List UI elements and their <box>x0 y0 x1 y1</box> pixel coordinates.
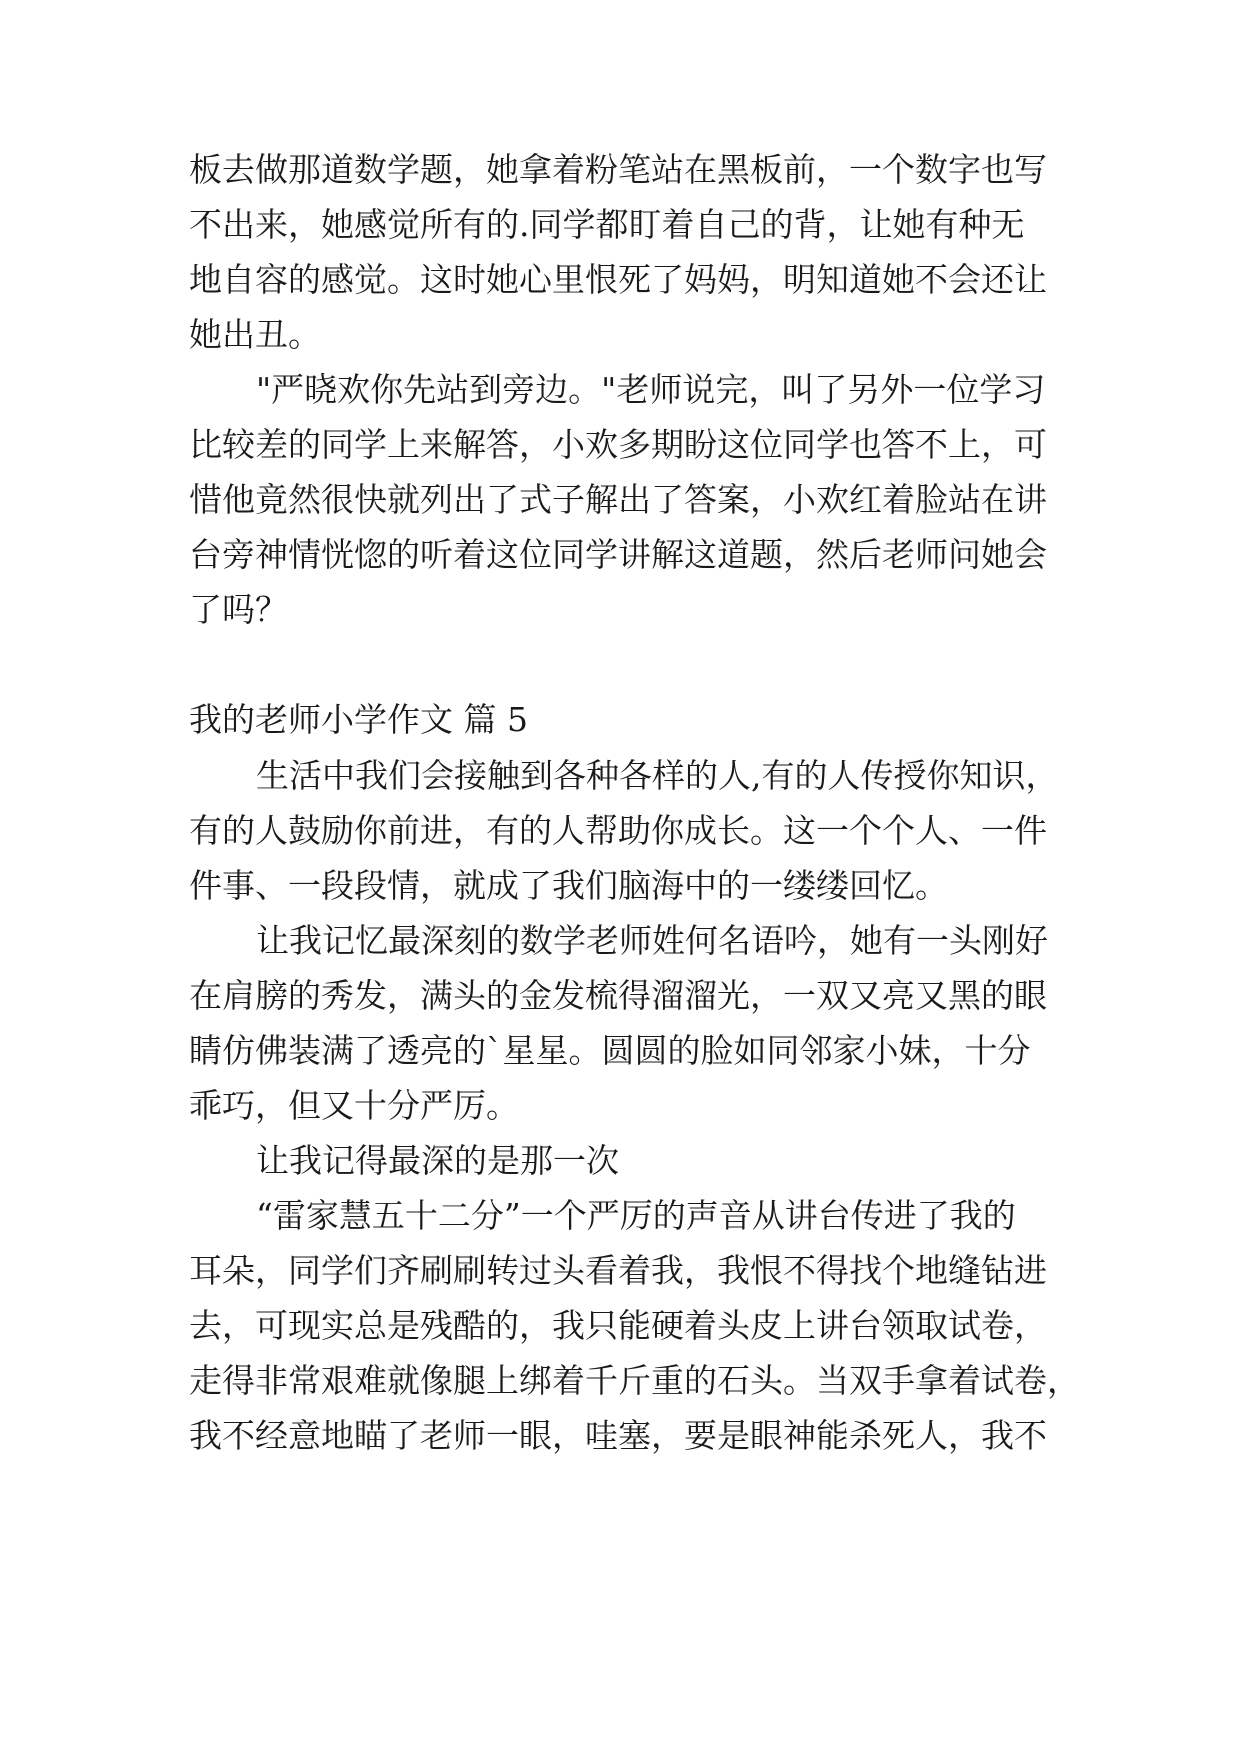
paragraph-line: 让我记忆最深刻的数学老师姓何名语吟，她有一头刚好 <box>256 921 1048 960</box>
paragraph-line: 了吗？ <box>189 590 288 629</box>
paragraph-line: 惜他竟然很快就列出了式子解出了答案，小欢红着脸站在讲 <box>189 480 1047 519</box>
paragraph-line: 去，可现实总是残酷的，我只能硬着头皮上讲台领取试卷， <box>189 1306 1047 1345</box>
paragraph-line: 有的人鼓励你前进，有的人帮助你成长。这一个个人、一件 <box>189 811 1047 850</box>
paragraph-line: 不出来，她感觉所有的.同学都盯着自己的背，让她有种无 <box>189 205 1025 244</box>
paragraph-line: 生活中我们会接触到各种各样的人,有的人传授你知识， <box>256 756 1059 795</box>
paragraph-line: 乖巧，但又十分严厉。 <box>189 1086 519 1125</box>
paragraph-line: “雷家慧五十二分”一个严厉的声音从讲台传进了我的 <box>256 1196 1016 1235</box>
paragraph-line: 我不经意地瞄了老师一眼，哇塞，要是眼神能杀死人，我不 <box>189 1416 1047 1455</box>
paragraph-line: 让我记得最深的是那一次 <box>256 1141 619 1180</box>
paragraph-line: 睛仿佛装满了透亮的`星星。圆圆的脸如同邻家小妹，十分 <box>189 1031 1031 1070</box>
paragraph-line: 台旁神情恍惚的听着这位同学讲解这道题，然后老师问她会 <box>189 535 1047 574</box>
paragraph-line: 板去做那道数学题，她拿着粉笔站在黑板前，一个数字也写 <box>189 150 1047 189</box>
paragraph-line: 她出丑。 <box>189 315 321 354</box>
paragraph-line: "严晓欢你先站到旁边。"老师说完，叫了另外一位学习 <box>256 370 1046 409</box>
paragraph-line: 比较差的同学上来解答，小欢多期盼这位同学也答不上，可 <box>189 425 1047 464</box>
paragraph-line: 耳朵，同学们齐刷刷转过头看着我，我恨不得找个地缝钻进 <box>189 1251 1047 1290</box>
paragraph-line: 走得非常艰难就像腿上绑着千斤重的石头。当双手拿着试卷， <box>189 1361 1080 1400</box>
paragraph-line: 在肩膀的秀发，满头的金发梳得溜溜光，一双又亮又黑的眼 <box>189 976 1047 1015</box>
paragraph-line: 件事、一段段情，就成了我们脑海中的一缕缕回忆。 <box>189 866 948 905</box>
section-heading: 我的老师小学作文 篇 5 <box>189 700 528 739</box>
paragraph-line: 地自容的感觉。这时她心里恨死了妈妈，明知道她不会还让 <box>189 260 1047 299</box>
